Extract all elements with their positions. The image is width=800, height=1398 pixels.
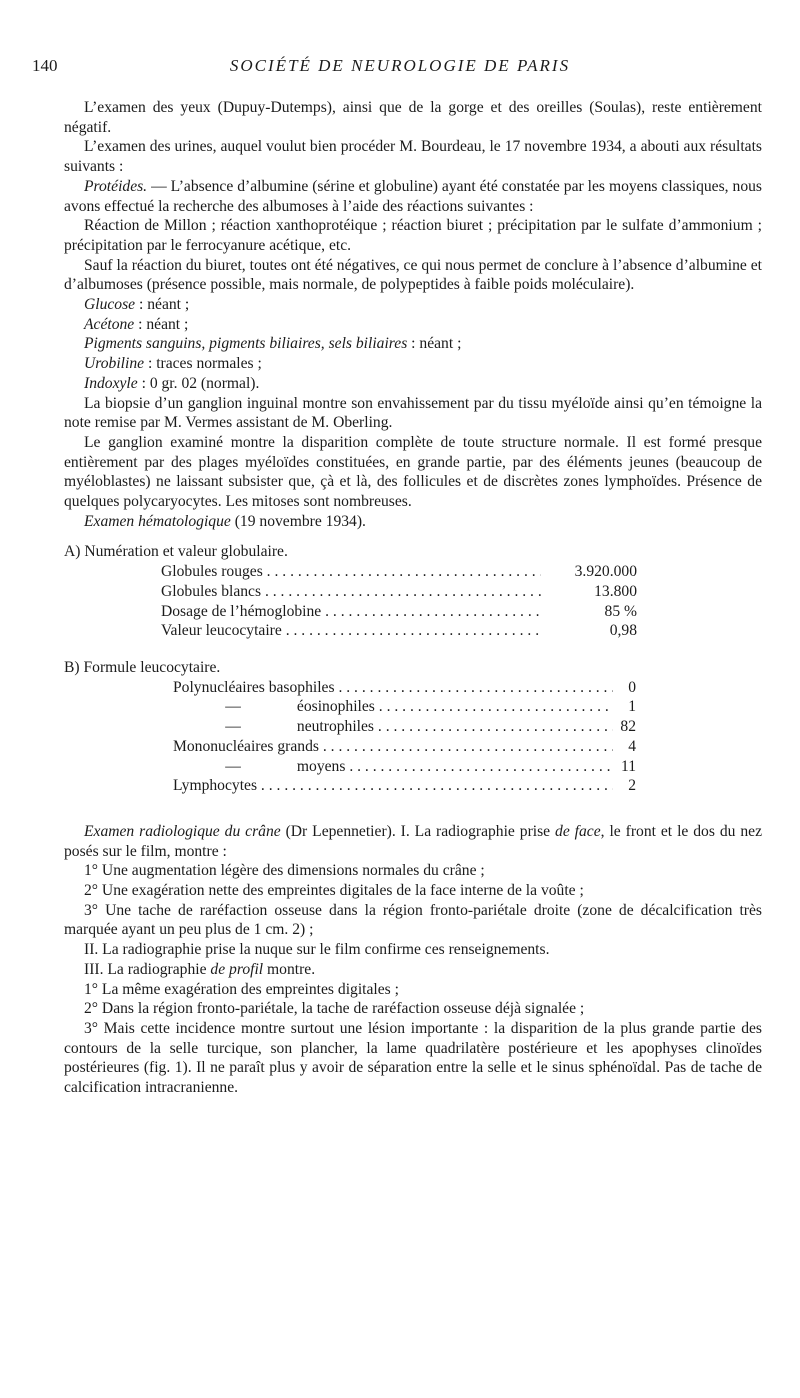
finding-iii-3: 3° Mais cette incidence montre surtout une lésion importante : la disparition de la plus grande partie des contours de la selle turcique, son plancher, la lame quadrilatère postérieure et les apophyses clinoïdes postérieures (fig. 1). Il ne paraît plus y avoir de séparation entre la selle et le sinus sphénoïdal. Pas de tache de calcification intracranienne.	[64, 1019, 762, 1097]
radiology-text-a: (Dr Lepennetier). I. La radiographie prise	[280, 822, 556, 840]
radiology-text-b: , le front et le dos du nez posés sur le film, montre :	[64, 822, 762, 860]
exam-hema-label: Examen hématologique	[84, 512, 231, 530]
paragraph-biopsy: La biopsie d’un ganglion inguinal montre son envahissement par du tissu myéloïde ainsi qu’en témoigne la note remise par M. Vermes assistant de M. Oberling.	[64, 394, 762, 432]
row-prefix: Lymphocytes	[173, 777, 258, 795]
paragraph-reactions: Réaction de Millon ; réaction xanthoprotéique ; réaction biuret ; précipitation par le sulfate d’ammonium ; précipitation par le ferrocyanure acétique, etc.	[64, 217, 762, 254]
paragraph-radiology	[64, 822, 762, 861]
pigments-value: : néant ;	[407, 335, 462, 353]
acetone-label: Acétone	[84, 315, 135, 333]
proteides-label: Protéides.	[84, 177, 148, 195]
radiology-face: de face	[555, 822, 601, 840]
row-sublabel: neutrophiles	[296, 718, 374, 736]
table-row	[173, 697, 636, 717]
table-row	[161, 582, 637, 602]
paragraph-conclusion: Sauf la réaction du biuret, toutes ont été négatives, ce qui nous permet de conclure à l’absence d’albumine et d’albumoses (présence possible, mais normale, de polypeptides à faible poids moléculaire).	[64, 256, 762, 294]
paragraph-proteides	[64, 177, 762, 216]
glucose-value: : néant ;	[135, 296, 190, 314]
finding-ii: II. La radiographie prise la nuque sur le film confirme ces renseignements.	[84, 941, 550, 959]
finding-iii	[64, 960, 762, 980]
indoxyle-label: Indoxyle	[84, 374, 138, 392]
iii-profil: de profil	[210, 960, 264, 978]
urobiline-value: : traces normales ;	[144, 355, 262, 373]
row-label: Globules blancs . . .	[161, 582, 541, 602]
row-value: 85 %	[604, 602, 637, 620]
table-row	[161, 602, 637, 622]
row-value: 11	[620, 757, 636, 775]
section-a-table	[161, 562, 637, 641]
page-header	[0, 56, 800, 80]
exam-hema-date: (19 novembre 1934).	[230, 512, 366, 530]
row-label: Valeur leucocytaire . . .	[161, 621, 541, 641]
finding-i-3: 3° Une tache de raréfaction osseuse dans la région fronto-pariétale droite (zone de décalcification très marquée ayant un peu plus de 1 cm. 2) ;	[64, 901, 762, 939]
table-row	[173, 737, 636, 757]
row-sublabel: éosinophiles	[296, 698, 375, 716]
row-sublabel: basophiles	[268, 678, 335, 696]
page-number: 140	[32, 56, 58, 75]
table-row	[173, 678, 636, 698]
row-label	[173, 757, 613, 777]
row-prefix: —	[225, 698, 241, 716]
article-body	[64, 98, 762, 1098]
line-exam-hematologique	[64, 512, 762, 532]
section-b-table	[173, 678, 636, 796]
radiology-label: Examen radiologique du crâne	[84, 822, 281, 840]
row-value: 2	[628, 777, 636, 795]
line-pigments	[64, 334, 762, 354]
row-label	[173, 776, 613, 796]
row-value: 13.800	[594, 582, 637, 600]
section-a-title: A) Numération et valeur globulaire.	[64, 543, 288, 561]
row-label	[173, 678, 613, 698]
table-row	[173, 717, 636, 737]
line-glucose	[64, 295, 762, 315]
iii-text-a: III. La radiographie	[84, 960, 211, 978]
row-label: Dosage de l’hémoglobine . . .	[161, 602, 541, 622]
finding-iii-1: 1° La même exagération des empreintes digitales ;	[84, 980, 399, 998]
table-row	[161, 621, 637, 641]
paragraph-urine-exam: L’examen des urines, auquel voulut bien procéder M. Bourdeau, le 17 novembre 1934, a abouti aux résultats suivants :	[64, 138, 762, 176]
line-indoxyle	[64, 374, 762, 394]
row-value: 0	[628, 678, 636, 696]
row-prefix: —	[225, 718, 241, 736]
table-row	[161, 562, 637, 582]
finding-i-2: 2° Une exagération nette des empreintes digitales de la face interne de la voûte ;	[84, 882, 584, 900]
row-prefix: Mononucléaires	[173, 737, 274, 755]
row-value: 0,98	[609, 622, 637, 640]
row-value: 3.920.000	[574, 563, 637, 581]
row-prefix: Polynucléaires	[173, 678, 265, 696]
row-prefix: —	[225, 757, 241, 775]
row-value: 4	[628, 737, 636, 755]
row-label: Globules rouges . . .	[161, 562, 541, 582]
glucose-label: Glucose	[84, 296, 136, 314]
row-sublabel: moyens	[296, 757, 346, 775]
line-acetone	[64, 315, 762, 335]
finding-iii-2: 2° Dans la région fronto-pariétale, la tache de raréfaction osseuse déjà signalée ;	[84, 1000, 585, 1018]
indoxyle-value: : 0 gr. 02 (normal).	[137, 374, 260, 392]
iii-text-b: montre.	[263, 960, 316, 978]
pigments-label: Pigments sanguins, pigments biliaires, sels biliaires	[84, 335, 408, 353]
row-label	[173, 697, 613, 717]
paragraph-ganglion: Le ganglion examiné montre la disparition complète de toute structure normale. Il est formé presque entièrement par des plages myéloïdes constituées, en grande partie, par des éléments jeunes (beaucoup de myéloblastes) ne laissant subsister que, çà et là, des follicules et de discrètes zones lymphoïdes. Présence de quelques polycaryocytes. Les mitoses sont nombreuses.	[64, 433, 762, 511]
row-value: 82	[620, 718, 636, 736]
acetone-value: : néant ;	[134, 315, 189, 333]
row-label	[173, 717, 613, 737]
row-sublabel: grands	[277, 737, 319, 755]
finding-i-1: 1° Une augmentation légère des dimensions normales du crâne ;	[84, 862, 485, 880]
urobiline-label: Urobiline	[84, 355, 145, 373]
table-row	[173, 776, 636, 796]
line-urobiline	[64, 354, 762, 374]
section-b-title: B) Formule leucocytaire.	[64, 658, 221, 676]
paragraph-eyes-exam: L’examen des yeux (Dupuy-Dutemps), ainsi que de la gorge et des oreilles (Soulas), reste entièrement négatif.	[64, 99, 762, 136]
table-row	[173, 757, 636, 777]
row-value: 1	[628, 698, 636, 716]
row-label	[173, 737, 613, 757]
running-title: SOCIÉTÉ DE NEUROLOGIE DE PARIS	[229, 56, 571, 75]
proteides-text: — L’absence d’albumine (sérine et globuline) ayant été constatée par les moyens classiques, nous avons effectué la recherche des albumoses à l’aide des réactions suivantes :	[64, 177, 762, 215]
